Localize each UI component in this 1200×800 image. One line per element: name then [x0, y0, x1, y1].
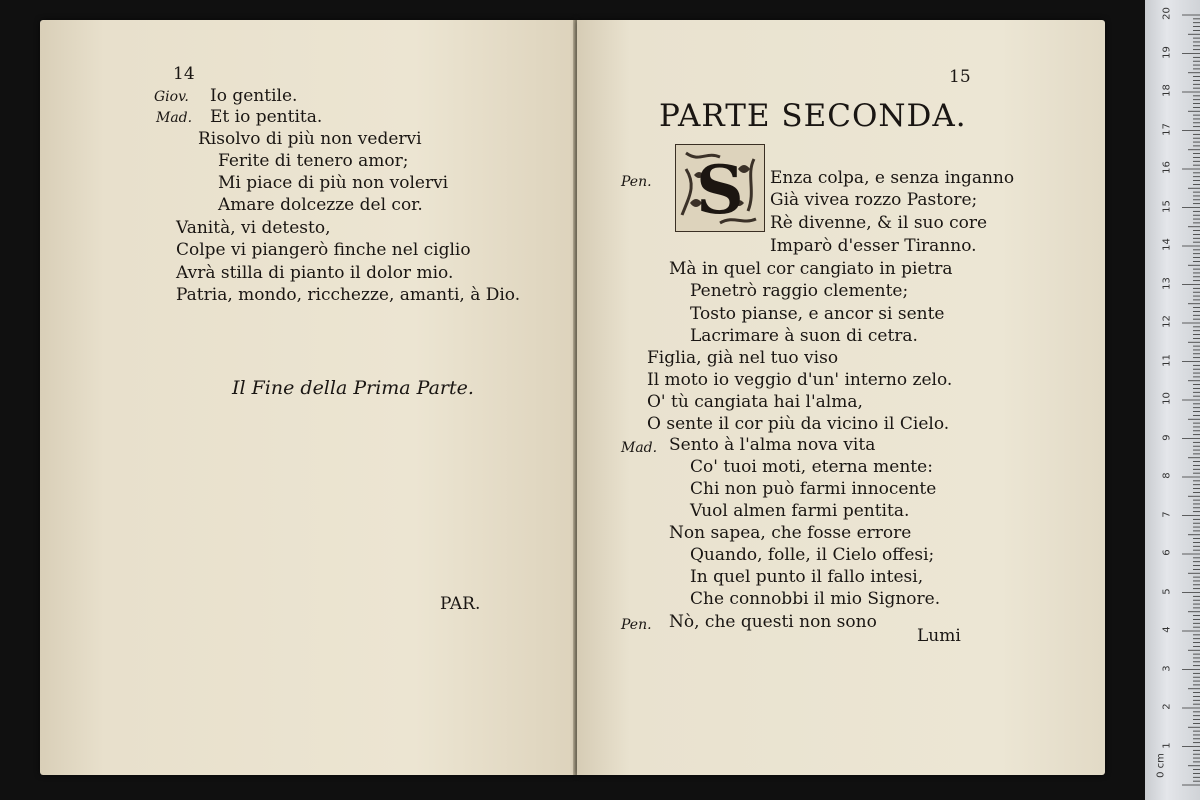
verse-line: Patria, mondo, ricchezze, amanti, à Dio. — [176, 285, 521, 305]
ruler-number: 2 — [1161, 703, 1173, 710]
ruler-number: 15 — [1161, 199, 1173, 213]
verse-line: Lacrimare à suon di cetra. — [690, 326, 918, 346]
ruler-number: 10 — [1161, 392, 1173, 405]
ruler-number: 20 — [1161, 7, 1173, 20]
verse-line: Et io pentita. — [210, 107, 323, 127]
verse-line: Mà in quel cor cangiato in pietra — [669, 259, 953, 279]
verse-line: Penetrò raggio clemente; — [690, 281, 909, 301]
ruler-number: 9 — [1161, 433, 1173, 441]
ruler-number: 6 — [1161, 549, 1173, 556]
speaker-label: Pen. — [621, 617, 652, 633]
verse-line: Chi non può farmi innocente — [690, 479, 937, 499]
catchword: PAR. — [440, 594, 481, 614]
verse-line: Non sapea, che fosse errore — [669, 523, 912, 543]
speaker-label: Giov. — [154, 89, 189, 105]
speaker-label: Pen. — [621, 174, 652, 190]
verse-line: Che connobbi il mio Signore. — [690, 589, 941, 609]
verse-line: Colpe vi piangerò finche nel ciglio — [176, 240, 471, 260]
ruler-number: 3 — [1161, 664, 1173, 672]
verse-line: Co' tuoi moti, eterna mente: — [690, 457, 933, 477]
section-title: PARTE SECONDA. — [659, 98, 967, 134]
verse-line: Ferite di tenero amor; — [218, 151, 409, 171]
verse-line: Quando, folle, il Cielo offesi; — [690, 545, 935, 565]
ruler-number: 5 — [1161, 587, 1173, 595]
verse-line: Vuol almen farmi pentita. — [690, 501, 910, 521]
verse-line: O sente il cor più da vicino il Cielo. — [647, 414, 950, 434]
ruler-number: 13 — [1161, 276, 1173, 290]
verse-line: Il moto io veggio d'un' interno zelo. — [647, 370, 953, 390]
ruler-number: 8 — [1161, 472, 1173, 479]
measuring-ruler — [1145, 0, 1200, 800]
decorated-initial — [675, 144, 765, 232]
verse-line: Io gentile. — [210, 86, 298, 106]
verse-line: In quel punto il fallo intesi, — [690, 567, 924, 587]
verse-line: O' tù cangiata hai l'alma, — [647, 392, 863, 412]
verse-line: Tosto pianse, e ancor si sente — [690, 304, 945, 324]
speaker-label: Mad. — [621, 440, 658, 456]
ruler-number: 16 — [1161, 161, 1173, 174]
verse-line: Nò, che questi non sono — [669, 612, 877, 632]
svg-text:S: S — [696, 151, 744, 229]
page-number: 15 — [949, 67, 971, 87]
page-number: 14 — [173, 64, 195, 84]
verse-line: Risolvo di più non vedervi — [198, 129, 422, 149]
ornament-initial-s-icon — [676, 145, 764, 231]
verse-line: Imparò d'esser Tiranno. — [770, 236, 977, 256]
end-of-part-heading: Il Fine della Prima Parte. — [232, 377, 474, 399]
catchword: Lumi — [917, 626, 961, 646]
ruler-number: 4 — [1161, 626, 1173, 633]
verse-line: Figlia, già nel tuo viso — [647, 348, 839, 368]
left-page — [40, 20, 575, 775]
ruler-number: 17 — [1161, 122, 1173, 136]
ruler-ticks — [1145, 0, 1200, 800]
verse-line: Vanità, vi detesto, — [176, 218, 331, 238]
verse-line: Mi piace di più non volervi — [218, 173, 449, 193]
ruler-number: 12 — [1161, 315, 1173, 328]
speaker-label: Mad. — [156, 110, 193, 126]
verse-line: Già vivea rozzo Pastore; — [770, 190, 978, 210]
ruler-number: 1 — [1161, 741, 1173, 749]
ruler-number: 7 — [1161, 510, 1173, 518]
right-page — [577, 20, 1105, 775]
verse-line: Avrà stilla di pianto il dolor mio. — [176, 263, 454, 283]
ruler-number: 11 — [1161, 353, 1173, 367]
ruler-number: 18 — [1161, 84, 1173, 97]
verse-line: Enza colpa, e senza inganno — [770, 168, 1015, 188]
ruler-number: 19 — [1161, 45, 1173, 59]
verse-line: Amare dolcezze del cor. — [218, 195, 423, 215]
verse-line: Rè divenne, & il suo core — [770, 213, 988, 233]
ruler-number: 14 — [1161, 238, 1173, 251]
verse-line: Sento à l'alma nova vita — [669, 435, 876, 455]
ruler-unit-label: 0 cm — [1155, 753, 1167, 778]
